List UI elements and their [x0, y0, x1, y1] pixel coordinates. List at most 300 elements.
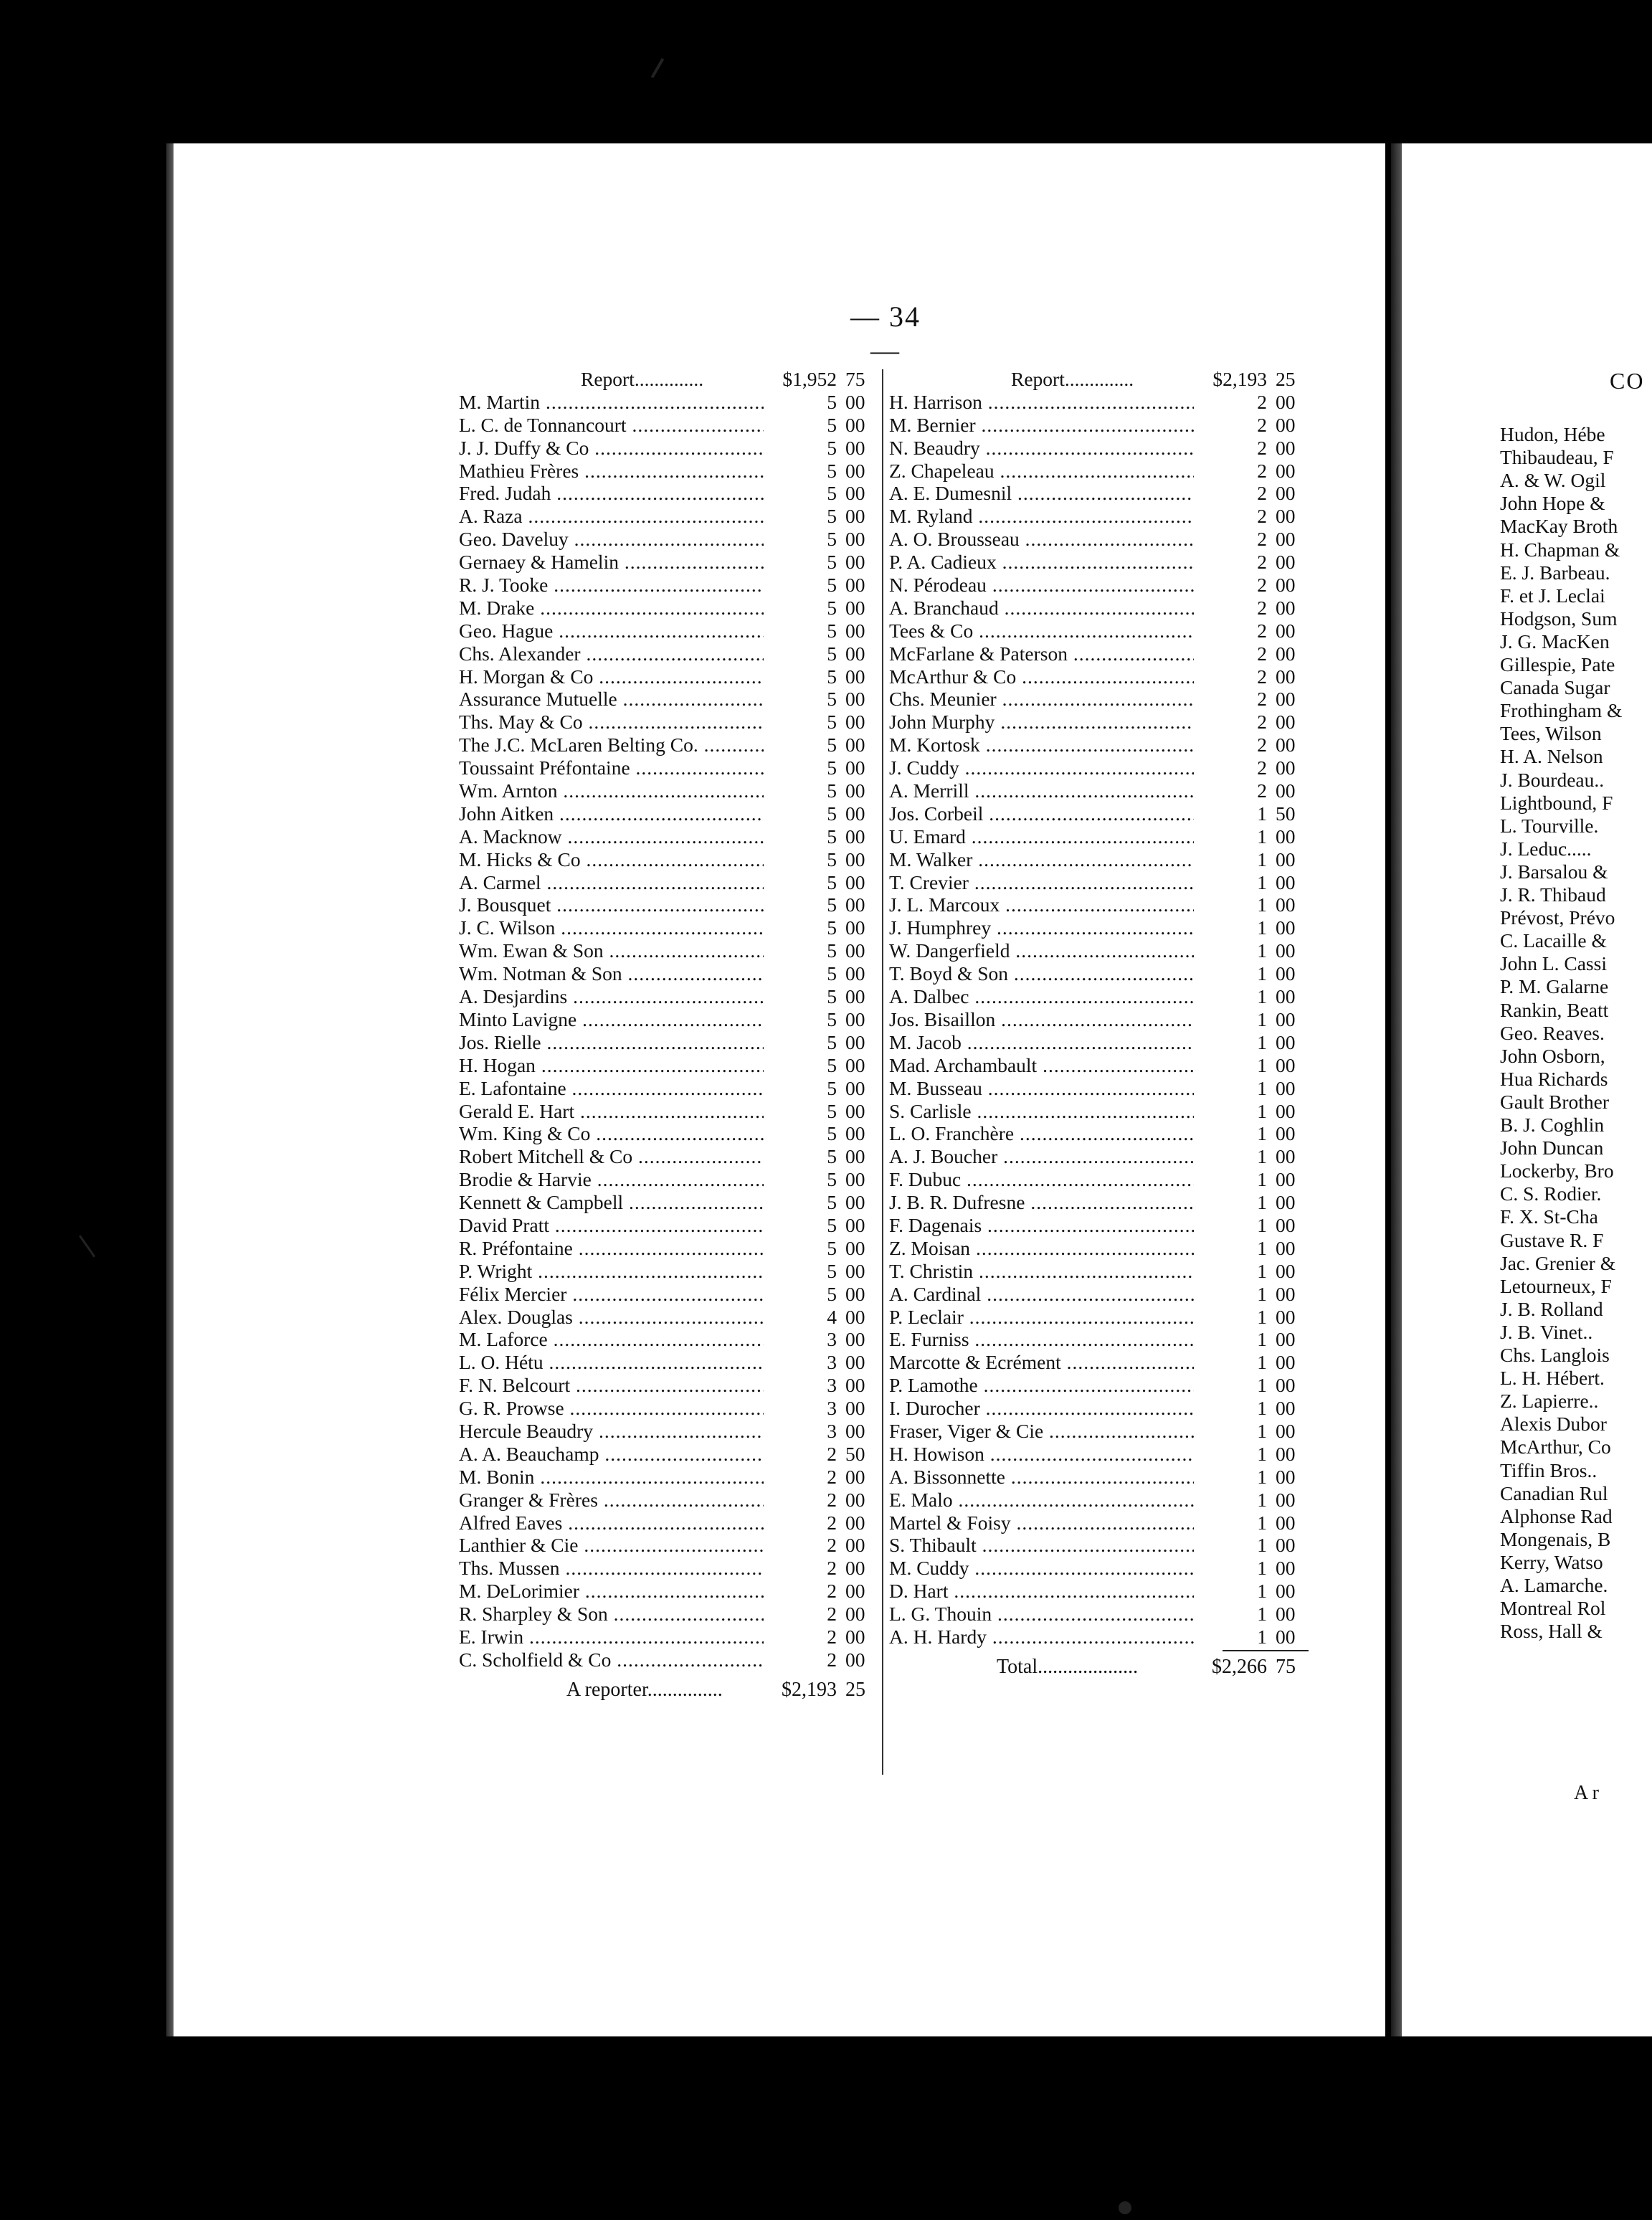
right-page-line: J. B. Vinet..	[1500, 1320, 1593, 1343]
middle-entry-cents: 00	[1276, 1168, 1296, 1191]
middle-entry-dollars: 1	[1257, 825, 1267, 848]
left-entry-name: M. Hicks & Co .....	[459, 848, 764, 871]
left-entry-name: David Pratt .....	[459, 1214, 764, 1237]
left-entry-name: J. J. Duffy & Co .....	[459, 437, 764, 460]
left-entry-name: The J.C. McLaren Belting Co. .....	[459, 734, 764, 756]
left-entry-name: Assurance Mutuelle .....	[459, 688, 764, 711]
left-entry-row	[459, 574, 878, 597]
middle-entry-cents: 00	[1276, 1099, 1296, 1122]
left-entry-cents: 00	[845, 574, 865, 597]
middle-entry-dollars: 1	[1257, 1397, 1267, 1420]
left-entry-cents: 00	[845, 1259, 865, 1282]
right-page-line: Chs. Langlois	[1500, 1344, 1610, 1366]
left-entry-name: M. Martin .....	[459, 391, 764, 414]
middle-entry-name: M. Jacob .....	[889, 1031, 1194, 1054]
right-page-line: C. S. Rodier.	[1500, 1182, 1602, 1205]
left-entry-row	[459, 1374, 878, 1397]
left-entry-cents: 00	[845, 1557, 865, 1580]
middle-entry-name: D. Hart .....	[889, 1580, 1194, 1603]
right-page-line: Alexis Dubor	[1500, 1413, 1607, 1436]
middle-entry-dollars: 2	[1257, 642, 1267, 665]
middle-entry-dollars: 2	[1257, 711, 1267, 734]
middle-entry-dollars: 1	[1257, 1419, 1267, 1442]
middle-entry-name: E. Malo .....	[889, 1489, 1194, 1512]
middle-entry-dollars: 1	[1257, 1282, 1267, 1305]
right-page-line: John Hope &	[1500, 492, 1605, 515]
middle-entry-row	[889, 437, 1309, 460]
middle-entry-row	[889, 939, 1309, 962]
right-page-line: C. Lacaille &	[1500, 929, 1607, 952]
right-page-line: F. et J. Leclai	[1500, 584, 1605, 607]
left-entry-dollars: 2	[827, 1442, 837, 1465]
middle-entry-name: Z. Moisan .....	[889, 1237, 1194, 1260]
middle-entry-row	[889, 985, 1309, 1008]
right-page-line: Rankin, Beatt	[1500, 998, 1609, 1021]
left-entry-dollars: 5	[827, 642, 837, 665]
middle-entry-cents: 00	[1276, 1007, 1296, 1030]
left-entry-name: E. Irwin .....	[459, 1626, 764, 1649]
left-entry-dollars: 5	[827, 756, 837, 779]
middle-entry-dollars: 1	[1257, 802, 1267, 825]
left-entry-name: Wm. King & Co .....	[459, 1122, 764, 1145]
middle-entry-cents: 00	[1276, 1122, 1296, 1145]
left-entry-row	[459, 985, 878, 1008]
left-entry-row	[459, 1397, 878, 1420]
middle-entry-dollars: 1	[1257, 1030, 1267, 1053]
left-entry-dollars: 2	[827, 1648, 837, 1671]
middle-entry-cents: 00	[1276, 1580, 1296, 1603]
left-entry-cents: 00	[845, 779, 865, 802]
middle-entry-dollars: 1	[1257, 1465, 1267, 1488]
left-entry-row	[459, 1122, 878, 1145]
left-entry-row	[459, 597, 878, 620]
right-page-line: J. Leduc.....	[1500, 837, 1592, 860]
left-entry-name: F. N. Belcourt .....	[459, 1374, 764, 1397]
left-entry-dollars: 5	[827, 893, 837, 916]
left-entry-row	[459, 505, 878, 528]
middle-entry-dollars: 1	[1257, 848, 1267, 871]
left-entry-cents: 00	[845, 1099, 865, 1122]
left-entry-row	[459, 1145, 878, 1168]
right-page-heading: CO	[1610, 368, 1645, 394]
middle-entry-cents: 00	[1276, 1305, 1296, 1328]
left-entry-dollars: 5	[827, 711, 837, 734]
middle-entry-dollars: 2	[1257, 390, 1267, 413]
middle-entry-dollars: 1	[1257, 1053, 1267, 1076]
middle-entry-name: A. Cardinal .....	[889, 1283, 1194, 1306]
left-entry-row	[459, 893, 878, 916]
middle-entry-row	[889, 848, 1309, 871]
left-entry-row	[459, 802, 878, 825]
left-entry-dollars: 5	[827, 825, 837, 848]
middle-entry-dollars: 1	[1257, 1305, 1267, 1328]
middle-entry-name: P. Lamothe .....	[889, 1374, 1194, 1397]
middle-entry-name: U. Emard .....	[889, 825, 1194, 848]
middle-entry-cents: 00	[1276, 916, 1296, 939]
middle-entry-name: Fraser, Viger & Cie .....	[889, 1420, 1194, 1443]
middle-entry-name: N. Beaudry .....	[889, 437, 1194, 460]
left-entry-name: Lanthier & Cie .....	[459, 1534, 764, 1557]
middle-entry-row	[889, 528, 1309, 551]
left-entry-dollars: 5	[827, 459, 837, 482]
left-entry-cents: 00	[845, 436, 865, 459]
middle-entry-dollars: 2	[1257, 734, 1267, 756]
middle-entry-cents: 00	[1276, 528, 1296, 551]
left-entry-row	[459, 1603, 878, 1626]
right-page-line: L. H. Hébert.	[1500, 1367, 1605, 1390]
middle-entry-row	[889, 460, 1309, 483]
left-entry-dollars: 3	[827, 1397, 837, 1420]
left-report-dollars: $1,952	[782, 368, 837, 390]
middle-entry-row	[889, 1306, 1309, 1329]
left-entry-cents: 00	[845, 1305, 865, 1328]
left-entry-name: L. O. Hétu .....	[459, 1351, 764, 1374]
middle-entry-cents: 00	[1276, 1603, 1296, 1626]
middle-entry-row	[889, 1122, 1309, 1145]
right-page-line: H. A. Nelson	[1500, 745, 1603, 768]
left-entry-name: Félix Mercier .....	[459, 1283, 764, 1306]
middle-entry-name: T. Christin .....	[889, 1260, 1194, 1283]
left-entry-cents: 00	[845, 1374, 865, 1397]
middle-entry-row	[889, 505, 1309, 528]
left-entry-row	[459, 756, 878, 779]
left-entry-cents: 00	[845, 413, 865, 436]
middle-entry-cents: 00	[1276, 734, 1296, 756]
middle-entry-row	[889, 1397, 1309, 1420]
left-entry-row	[459, 620, 878, 642]
middle-footer-cents: 75	[1276, 1655, 1296, 1678]
left-entry-dollars: 5	[827, 528, 837, 551]
left-entry-dollars: 5	[827, 413, 837, 436]
left-entry-dollars: 5	[827, 551, 837, 574]
middle-report-row	[889, 368, 1309, 391]
middle-entry-dollars: 1	[1257, 939, 1267, 962]
middle-entry-name: J. Humphrey .....	[889, 916, 1194, 939]
right-page-line: Gustave R. F	[1500, 1228, 1604, 1251]
left-entry-name: A. Raza .....	[459, 505, 764, 528]
left-entry-cents: 00	[845, 1603, 865, 1626]
right-page-line: Prévost, Prévo	[1500, 906, 1615, 929]
middle-entry-row	[889, 1168, 1309, 1191]
left-entry-dollars: 5	[827, 1030, 837, 1053]
right-page-line: Kerry, Watso	[1500, 1550, 1603, 1573]
middle-entry-name: I. Durocher .....	[889, 1397, 1194, 1420]
right-page-line: Letourneux, F	[1500, 1274, 1612, 1297]
left-entry-dollars: 5	[827, 619, 837, 642]
middle-entry-row	[889, 1443, 1309, 1466]
left-entry-name: R. Sharpley & Son .....	[459, 1603, 764, 1626]
right-page-line: Jac. Grenier &	[1500, 1251, 1616, 1274]
middle-entry-cents: 00	[1276, 825, 1296, 848]
middle-entry-cents: 00	[1276, 413, 1296, 436]
left-entry-row	[459, 1443, 878, 1466]
right-page-line: E. J. Barbeau.	[1500, 561, 1610, 584]
middle-entry-row	[889, 1512, 1309, 1534]
middle-entry-row	[889, 1260, 1309, 1283]
middle-entry-name: F. Dagenais .....	[889, 1214, 1194, 1237]
middle-entry-dollars: 1	[1257, 1374, 1267, 1397]
left-entry-cents: 00	[845, 1213, 865, 1236]
middle-entry-cents: 00	[1276, 1236, 1296, 1259]
middle-entry-name: Tees & Co .....	[889, 620, 1194, 642]
middle-entry-name: M. Bernier .....	[889, 414, 1194, 437]
middle-entry-cents: 00	[1276, 1511, 1296, 1534]
middle-entry-name: J. B. R. Dufresne .....	[889, 1191, 1194, 1214]
left-entry-name: Ths. May & Co .....	[459, 711, 764, 734]
left-entry-row	[459, 848, 878, 871]
left-entry-cents: 00	[845, 802, 865, 825]
middle-entry-name: M. Ryland .....	[889, 505, 1194, 528]
left-entry-dollars: 2	[827, 1557, 837, 1580]
middle-entry-dollars: 1	[1257, 1351, 1267, 1374]
middle-entry-name: Chs. Meunier .....	[889, 688, 1194, 711]
left-entry-row	[459, 939, 878, 962]
middle-entry-row	[889, 1237, 1309, 1260]
right-page-line: Lockerby, Bro	[1500, 1159, 1614, 1182]
left-entry-name: Mathieu Frères .....	[459, 460, 764, 483]
middle-entry-cents: 00	[1276, 1030, 1296, 1053]
left-entry-cents: 00	[845, 1580, 865, 1603]
left-entry-cents: 00	[845, 1076, 865, 1099]
left-entry-row	[459, 1214, 878, 1237]
left-entry-row	[459, 1512, 878, 1534]
left-entry-name: A. Macknow .....	[459, 825, 764, 848]
middle-entry-row	[889, 551, 1309, 574]
middle-entry-dollars: 2	[1257, 528, 1267, 551]
right-page-line: J. B. Rolland	[1500, 1297, 1603, 1320]
left-entry-name: Minto Lavigne .....	[459, 1008, 764, 1031]
middle-entry-name: Marcotte & Ecrément .....	[889, 1351, 1194, 1374]
middle-entry-cents: 00	[1276, 711, 1296, 734]
middle-entry-dollars: 2	[1257, 596, 1267, 619]
middle-entry-cents: 00	[1276, 1557, 1296, 1580]
left-entry-dollars: 5	[827, 802, 837, 825]
left-entry-row	[459, 665, 878, 688]
left-entry-row	[459, 1534, 878, 1557]
total-rule	[1223, 1650, 1309, 1651]
middle-entry-row	[889, 779, 1309, 802]
left-entry-dollars: 4	[827, 1305, 837, 1328]
left-entry-cents: 00	[845, 916, 865, 939]
left-entry-name: Geo. Daveluy .....	[459, 528, 764, 551]
middle-entry-name: M. Walker .....	[889, 848, 1194, 871]
middle-entry-dollars: 2	[1257, 574, 1267, 597]
left-entry-cents: 00	[845, 619, 865, 642]
left-entry-cents: 00	[845, 1351, 865, 1374]
right-page-line: John Duncan	[1500, 1137, 1604, 1159]
middle-entry-name: P. A. Cadieux .....	[889, 551, 1194, 574]
left-entry-dollars: 5	[827, 1236, 837, 1259]
left-entry-row	[459, 916, 878, 939]
middle-entry-dollars: 2	[1257, 779, 1267, 802]
left-report-row	[459, 368, 878, 391]
middle-entry-dollars: 1	[1257, 916, 1267, 939]
left-entry-dollars: 5	[827, 1213, 837, 1236]
middle-entry-dollars: 2	[1257, 756, 1267, 779]
left-entry-cents: 00	[845, 734, 865, 756]
middle-entry-cents: 00	[1276, 1374, 1296, 1397]
right-page-line: Gault Brother	[1500, 1090, 1609, 1113]
left-entry-name: R. Préfontaine .....	[459, 1237, 764, 1260]
middle-footer-dollars: $2,266	[1212, 1655, 1267, 1678]
left-entry-name: Jos. Rielle .....	[459, 1031, 764, 1054]
middle-entry-dollars: 2	[1257, 619, 1267, 642]
middle-entry-row	[889, 802, 1309, 825]
left-entry-name: Fred. Judah .....	[459, 482, 764, 505]
left-entry-cents: 00	[845, 528, 865, 551]
middle-entry-dollars: 2	[1257, 505, 1267, 528]
left-entry-name: Toussaint Préfontaine .....	[459, 756, 764, 779]
middle-entry-name: L. G. Thouin .....	[889, 1603, 1194, 1626]
middle-entry-name: P. Leclair .....	[889, 1306, 1194, 1329]
left-entry-cents: 00	[845, 1191, 865, 1214]
middle-report-cents: 25	[1276, 368, 1296, 390]
left-entry-dollars: 5	[827, 505, 837, 528]
middle-entry-dollars: 1	[1257, 1534, 1267, 1557]
middle-entry-name: A. Branchaud .....	[889, 597, 1194, 620]
right-page-line: Z. Lapierre..	[1500, 1390, 1599, 1413]
left-entry-row	[459, 871, 878, 894]
left-entry-name: A. Carmel .....	[459, 871, 764, 894]
left-entry-name: Hercule Beaudry .....	[459, 1420, 764, 1443]
scan-speck	[651, 58, 664, 78]
left-entry-row	[459, 825, 878, 848]
middle-entry-row	[889, 734, 1309, 756]
middle-entry-name: J. L. Marcoux .....	[889, 893, 1194, 916]
left-entry-row	[459, 1649, 878, 1671]
left-entry-cents: 00	[845, 1328, 865, 1351]
left-entry-dollars: 5	[827, 962, 837, 985]
middle-entry-dollars: 1	[1257, 1328, 1267, 1351]
middle-entry-cents: 00	[1276, 1145, 1296, 1168]
middle-entry-dollars: 2	[1257, 688, 1267, 711]
right-page-line: McArthur, Co	[1500, 1436, 1611, 1458]
middle-entry-dollars: 1	[1257, 1076, 1267, 1099]
middle-entry-cents: 00	[1276, 574, 1296, 597]
left-entry-name: Gerald E. Hart .....	[459, 1100, 764, 1123]
left-entry-name: Kennett & Campbell .....	[459, 1191, 764, 1214]
left-entry-cents: 00	[845, 1122, 865, 1145]
middle-entry-dollars: 1	[1257, 1511, 1267, 1534]
middle-entry-row	[889, 1283, 1309, 1306]
left-entry-name: P. Wright .....	[459, 1260, 764, 1283]
left-entry-row	[459, 1168, 878, 1191]
middle-report-dollars: $2,193	[1212, 368, 1267, 390]
left-entry-cents: 00	[845, 711, 865, 734]
middle-entry-cents: 00	[1276, 1625, 1296, 1648]
left-entry-cents: 00	[845, 665, 865, 688]
left-entry-cents: 00	[845, 756, 865, 779]
middle-entry-row	[889, 1603, 1309, 1626]
left-entry-row	[459, 1260, 878, 1283]
left-entry-cents: 00	[845, 390, 865, 413]
middle-entry-cents: 00	[1276, 1419, 1296, 1442]
middle-entry-cents: 00	[1276, 482, 1296, 505]
right-page-line: Canada Sugar	[1500, 676, 1610, 699]
left-entry-row	[459, 551, 878, 574]
left-report-cents: 75	[845, 368, 865, 390]
middle-entry-row	[889, 688, 1309, 711]
middle-entry-cents: 00	[1276, 688, 1296, 711]
left-entry-dollars: 5	[827, 871, 837, 893]
right-page-line: Canadian Rul	[1500, 1481, 1608, 1504]
middle-entry-dollars: 1	[1257, 1122, 1267, 1145]
middle-entry-dollars: 2	[1257, 482, 1267, 505]
right-page-footer: A r	[1574, 1782, 1599, 1804]
middle-entry-cents: 00	[1276, 505, 1296, 528]
left-entry-dollars: 5	[827, 596, 837, 619]
left-entry-row	[459, 1100, 878, 1123]
middle-entry-row	[889, 962, 1309, 985]
middle-entry-cents: 00	[1276, 756, 1296, 779]
middle-entry-name: Martel & Foisy .....	[889, 1512, 1194, 1534]
left-entry-cents: 00	[845, 1397, 865, 1420]
middle-entry-cents: 00	[1276, 985, 1296, 1008]
left-entry-name: Alfred Eaves .....	[459, 1512, 764, 1534]
right-page-line: Ross, Hall &	[1500, 1620, 1603, 1643]
middle-entry-name: N. Pérodeau .....	[889, 574, 1194, 597]
middle-entry-dollars: 1	[1257, 1168, 1267, 1191]
left-entry-name: C. Scholfield & Co .....	[459, 1649, 764, 1671]
middle-entry-dollars: 1	[1257, 1625, 1267, 1648]
left-entry-row	[459, 1580, 878, 1603]
left-entry-name: A. A. Beauchamp .....	[459, 1443, 764, 1466]
left-entry-name: M. DeLorimier .....	[459, 1580, 764, 1603]
middle-entry-row	[889, 1100, 1309, 1123]
middle-entry-name: A. E. Dumesnil .....	[889, 482, 1194, 505]
right-page-line: Mongenais, B	[1500, 1527, 1611, 1550]
left-entry-row	[459, 460, 878, 483]
left-entry-name: Wm. Arnton .....	[459, 779, 764, 802]
middle-entry-name: McArthur & Co .....	[889, 665, 1194, 688]
left-entry-dollars: 5	[827, 779, 837, 802]
left-entry-dollars: 5	[827, 1053, 837, 1076]
middle-entry-dollars: 1	[1257, 1580, 1267, 1603]
middle-entry-dollars: 1	[1257, 1191, 1267, 1214]
left-entry-name: M. Bonin .....	[459, 1466, 764, 1489]
left-entry-name: Brodie & Harvie .....	[459, 1168, 764, 1191]
left-entry-cents: 50	[845, 1442, 865, 1465]
left-entry-dollars: 5	[827, 482, 837, 505]
middle-entry-cents: 00	[1276, 1351, 1296, 1374]
left-entries	[459, 391, 878, 1671]
left-entry-dollars: 5	[827, 1191, 837, 1214]
middle-entry-cents: 00	[1276, 893, 1296, 916]
left-entry-dollars: 5	[827, 1099, 837, 1122]
left-entry-name: Gernaey & Hamelin .....	[459, 551, 764, 574]
left-entry-dollars: 2	[827, 1511, 837, 1534]
left-entry-cents: 00	[845, 1236, 865, 1259]
right-page-line: Lightbound, F	[1500, 791, 1613, 814]
middle-entry-cents: 00	[1276, 962, 1296, 985]
middle-footer-row	[889, 1653, 1309, 1681]
left-entry-name: M. Drake .....	[459, 597, 764, 620]
middle-entry-name: T. Boyd & Son .....	[889, 962, 1194, 985]
middle-entry-row	[889, 1351, 1309, 1374]
left-entry-dollars: 5	[827, 390, 837, 413]
left-entry-name: Geo. Hague .....	[459, 620, 764, 642]
middle-entry-row	[889, 482, 1309, 505]
right-page-line: Tiffin Bros..	[1500, 1458, 1598, 1481]
middle-entry-row	[889, 916, 1309, 939]
left-entry-row	[459, 734, 878, 756]
middle-entry-row	[889, 1580, 1309, 1603]
left-entry-row	[459, 962, 878, 985]
page-number: — 34 —	[850, 300, 921, 366]
left-entry-dollars: 3	[827, 1374, 837, 1397]
middle-entry-cents: 00	[1276, 1488, 1296, 1511]
left-footer-row	[459, 1676, 878, 1704]
